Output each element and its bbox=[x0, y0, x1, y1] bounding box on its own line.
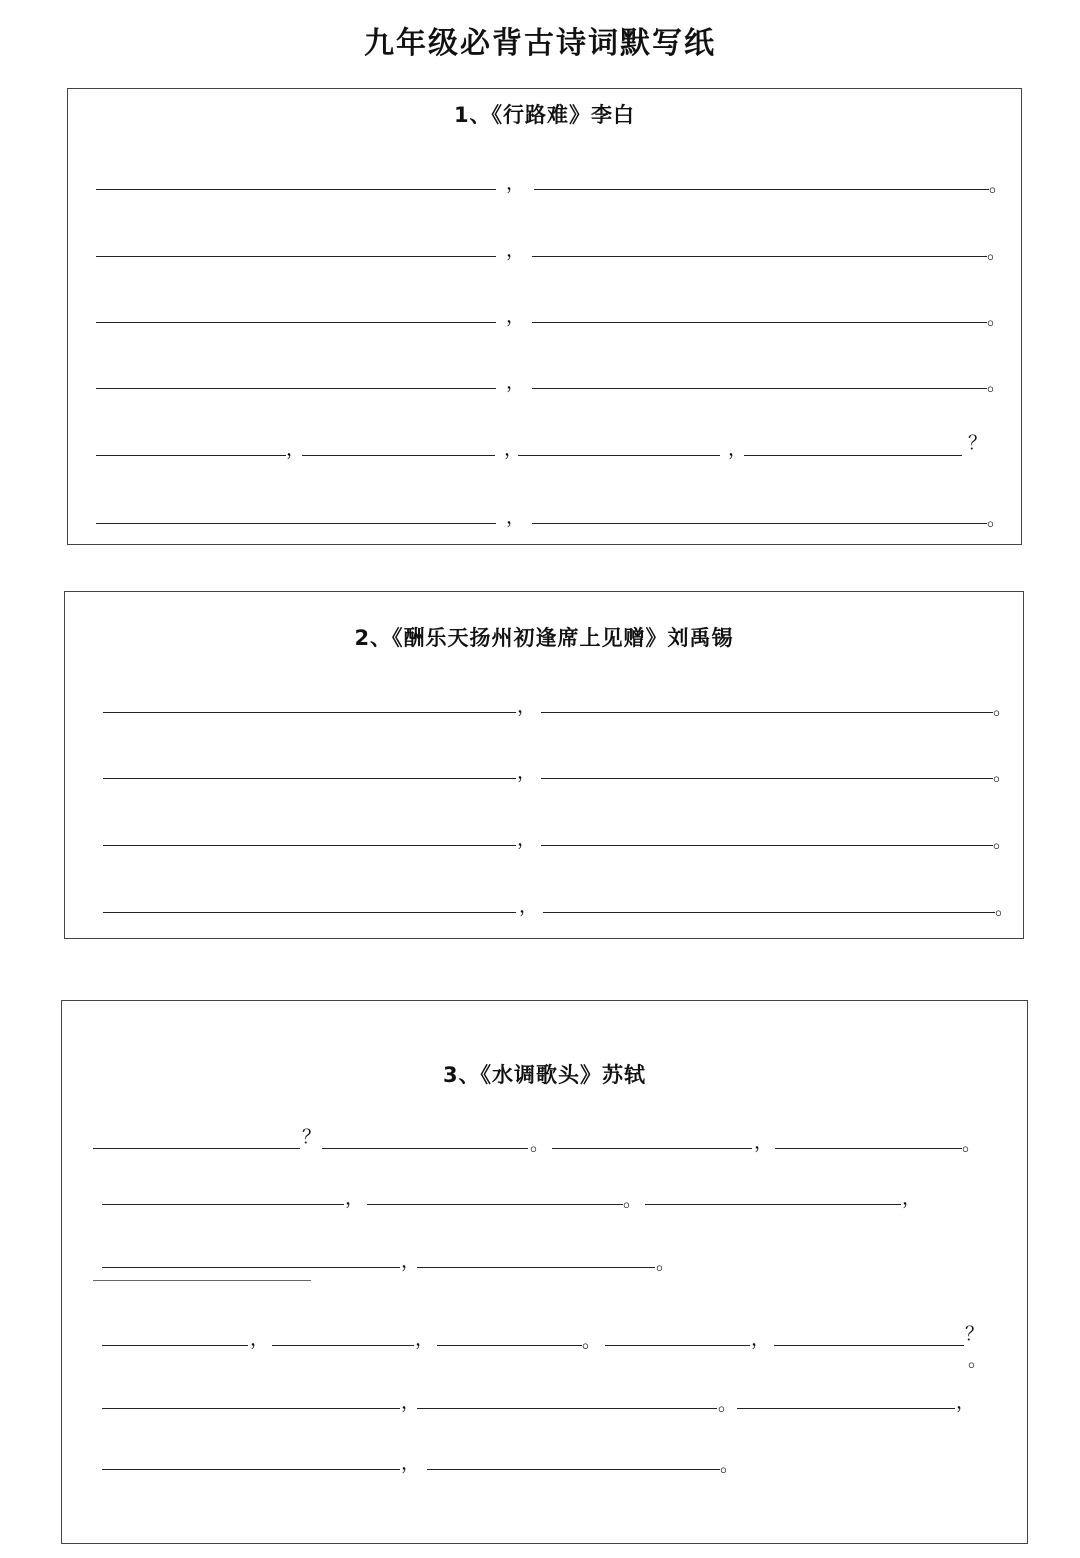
period-mark: 。 bbox=[987, 508, 1007, 530]
blank-line[interactable] bbox=[543, 912, 995, 913]
blank-line[interactable] bbox=[532, 523, 987, 524]
period-mark: 。 bbox=[530, 1133, 550, 1155]
period-mark: 。 bbox=[993, 830, 1013, 852]
blank-line[interactable] bbox=[417, 1408, 717, 1409]
question-mark: ？ bbox=[968, 432, 988, 454]
blank-line[interactable] bbox=[518, 455, 720, 456]
blank-line[interactable] bbox=[532, 322, 987, 323]
section-2-title: 2、《酬乐天扬州初逢席上见赠》刘禹锡 bbox=[354, 626, 734, 650]
comma-mark: ， bbox=[504, 438, 524, 460]
blank-line[interactable] bbox=[322, 1148, 528, 1149]
blank-line[interactable] bbox=[534, 189, 989, 190]
period-mark: 。 bbox=[962, 1133, 982, 1155]
period-mark: 。 bbox=[582, 1330, 602, 1352]
comma-mark: ， bbox=[517, 761, 537, 783]
comma-mark: ， bbox=[751, 1328, 771, 1350]
blank-line[interactable] bbox=[417, 1267, 655, 1268]
blank-line[interactable] bbox=[427, 1469, 720, 1470]
blank-line[interactable] bbox=[102, 1345, 248, 1346]
period-mark: 。 bbox=[987, 373, 1007, 395]
comma-mark: ， bbox=[506, 239, 526, 261]
blank-line[interactable] bbox=[103, 778, 516, 779]
blank-line[interactable] bbox=[302, 455, 495, 456]
blank-line[interactable] bbox=[272, 1345, 414, 1346]
section-1-box bbox=[67, 88, 1022, 545]
comma-mark: ， bbox=[506, 305, 526, 327]
comma-mark: ， bbox=[345, 1187, 365, 1209]
comma-mark: ， bbox=[517, 828, 537, 850]
comma-mark: ， bbox=[415, 1328, 435, 1350]
blank-line[interactable] bbox=[774, 1345, 964, 1346]
period-mark: 。 bbox=[656, 1252, 676, 1274]
section-3-box bbox=[61, 1000, 1028, 1544]
blank-line[interactable] bbox=[96, 189, 496, 190]
blank-line[interactable] bbox=[775, 1148, 962, 1149]
blank-line[interactable] bbox=[532, 388, 987, 389]
period-mark: 。 bbox=[989, 174, 1009, 196]
comma-mark: ， bbox=[401, 1250, 421, 1272]
blank-line[interactable] bbox=[744, 455, 962, 456]
comma-mark: ， bbox=[401, 1452, 421, 1474]
blank-line[interactable] bbox=[532, 256, 987, 257]
comma-mark: ， bbox=[956, 1391, 976, 1413]
blank-line[interactable] bbox=[96, 256, 496, 257]
blank-line[interactable] bbox=[96, 388, 496, 389]
blank-line[interactable] bbox=[102, 1267, 400, 1268]
question-mark: ？ bbox=[302, 1126, 322, 1148]
comma-mark: ， bbox=[754, 1131, 774, 1153]
blank-line[interactable] bbox=[102, 1469, 400, 1470]
comma-mark: ， bbox=[517, 695, 537, 717]
blank-line[interactable] bbox=[96, 455, 286, 456]
comma-mark: ， bbox=[286, 438, 306, 460]
blank-line[interactable] bbox=[552, 1148, 752, 1149]
period-mark: 。 bbox=[720, 1454, 740, 1476]
comma-mark: ， bbox=[519, 895, 539, 917]
question-mark: ？ bbox=[965, 1323, 985, 1345]
comma-mark: ， bbox=[506, 172, 526, 194]
section-1-title: 1、《行路难》李白 bbox=[453, 103, 636, 127]
blank-line[interactable] bbox=[102, 1204, 344, 1205]
blank-line[interactable] bbox=[541, 778, 993, 779]
period-mark: 。 bbox=[987, 241, 1007, 263]
period-mark: 。 bbox=[718, 1393, 738, 1415]
period-mark: 。 bbox=[623, 1189, 643, 1211]
comma-mark: ， bbox=[506, 506, 526, 528]
period-mark: 。 bbox=[995, 897, 1015, 919]
blank-line[interactable] bbox=[541, 845, 993, 846]
blank-line[interactable] bbox=[605, 1345, 750, 1346]
comma-mark: ， bbox=[902, 1187, 922, 1209]
page-title: 九年级必背古诗词默写纸 bbox=[364, 26, 716, 61]
blank-line[interactable] bbox=[645, 1204, 901, 1205]
blank-line[interactable] bbox=[541, 712, 993, 713]
period-mark: 。 bbox=[987, 307, 1007, 329]
blank-line[interactable] bbox=[93, 1148, 300, 1149]
blank-line[interactable] bbox=[102, 1408, 400, 1409]
blank-line[interactable] bbox=[103, 712, 516, 713]
blank-line[interactable] bbox=[437, 1345, 582, 1346]
section-3-title: 3、《水调歌头》苏轼 bbox=[442, 1063, 647, 1087]
blank-line[interactable] bbox=[367, 1204, 623, 1205]
blank-line[interactable] bbox=[96, 523, 496, 524]
comma-mark: ， bbox=[728, 438, 748, 460]
blank-line[interactable] bbox=[103, 912, 516, 913]
blank-line[interactable] bbox=[93, 1280, 311, 1281]
period-mark: 。 bbox=[968, 1349, 988, 1371]
blank-line[interactable] bbox=[737, 1408, 955, 1409]
period-mark: 。 bbox=[993, 697, 1013, 719]
comma-mark: ， bbox=[401, 1391, 421, 1413]
comma-mark: ， bbox=[506, 371, 526, 393]
blank-line[interactable] bbox=[96, 322, 496, 323]
section-2-box bbox=[64, 591, 1024, 939]
blank-line[interactable] bbox=[103, 845, 516, 846]
comma-mark: ， bbox=[250, 1328, 270, 1350]
period-mark: 。 bbox=[993, 763, 1013, 785]
